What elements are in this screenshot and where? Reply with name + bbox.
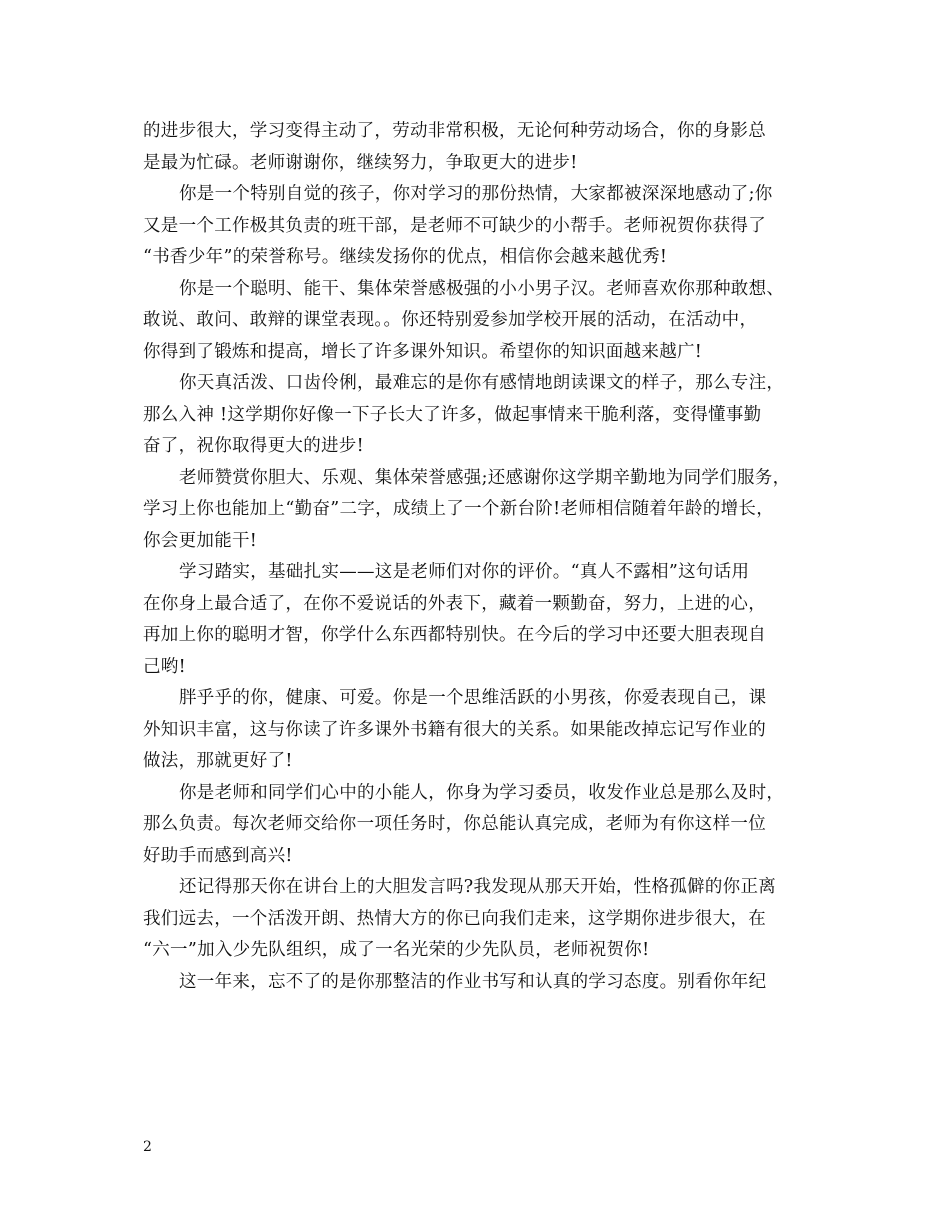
text-line: 再加上你的聪明才智，你学什么东西都特别快。在今后的学习中还要大胆表现自 xyxy=(143,625,766,645)
text-line: 己哟! xyxy=(143,656,186,677)
text-line: 又是一个工作极其负责的班干部，是老师不可缺少的小帮手。老师祝贺你获得了 xyxy=(143,215,766,236)
text-line: 你是老师和同学们心中的小能人，你身为学习委员，收发作业总是那么及时， xyxy=(179,782,785,803)
text-line: 你天真活泼、口齿伶俐，最难忘的是你有感情地朗读课文的样子，那么专注， xyxy=(179,373,785,393)
text-line: 你会更加能干! xyxy=(143,530,258,551)
text-line: 那么负责。每次老师交给你一项任务时，你总能认真完成，老师为有你这样一位 xyxy=(143,814,766,834)
text-line: 你是一个特别自觉的孩子，你对学习的那份热情，大家都被深深地感动了;你 xyxy=(179,184,773,204)
text-line: 敢说、敢问、敢辩的课堂表现。。你还特别爱参加学校开展的活动，在活动中， xyxy=(143,310,758,330)
text-line: 好助手而感到高兴! xyxy=(143,845,293,866)
text-line: 外知识丰富，这与你读了许多课外书籍有很大的关系。如果能改掉忘记写作业的 xyxy=(143,719,766,740)
text-line: 学习上你也能加上“勤奋”二字，成绩上了一个新台阶!老师相信随着年龄的增长， xyxy=(143,499,775,519)
text-line: 的进步很大，学习变得主动了，劳动非常积极，无论何种劳动场合，你的身影总 xyxy=(143,121,766,141)
page-number: 2 xyxy=(143,1139,152,1155)
text-line: 你得到了锻炼和提高，增长了许多课外知识。希望你的知识面越来越广! xyxy=(143,341,703,362)
body-text xyxy=(143,116,823,998)
text-line: “六一”加入少先队组织，成了一名光荣的少先队员，老师祝贺你! xyxy=(143,940,650,960)
text-line: 你是一个聪明、能干、集体荣誉感极强的小小男子汉。老师喜欢你那种敢想、 xyxy=(179,278,785,299)
text-line: 还记得那天你在讲台上的大胆发言吗?我发现从那天开始，性格孤僻的你正离 xyxy=(179,877,777,897)
text-line: 奋了，祝你取得更大的进步! xyxy=(143,436,364,456)
text-line: “书香少年”的荣誉称号。继续发扬你的优点，相信你会越来越优秀! xyxy=(143,247,668,267)
text-line: 胖乎乎的你，健康、可爱。你是一个思维活跃的小男孩，你爱表现自己，课 xyxy=(179,688,767,708)
text-line: 我们远去，一个活泼开朗、热情大方的你已向我们走来，这学期你进步很大，在 xyxy=(143,908,766,929)
text-line: 老师赞赏你胆大、乐观、集体荣誉感强;还感谢你这学期辛勤地为同学们服务， xyxy=(179,467,791,488)
text-line: 那么入神 !这学期你好像一下子长大了许多，做起事情来干脆利落，变得懂事勤 xyxy=(143,404,762,425)
text-line: 在你身上最合适了，在你不爱说话的外表下，藏着一颗勤奋，努力，上进的心， xyxy=(143,593,766,614)
text-line: 做法，那就更好了! xyxy=(143,751,293,771)
text-line: 是最为忙碌。老师谢谢你，继续努力，争取更大的进步! xyxy=(143,152,578,173)
text-line: 这一年来，忘不了的是你那整洁的作业书写和认真的学习态度。别看你年纪 xyxy=(179,971,767,992)
text-line: 学习踏实，基础扎实——这是老师们对你的评价。“真人不露相”这句话用 xyxy=(179,562,750,582)
